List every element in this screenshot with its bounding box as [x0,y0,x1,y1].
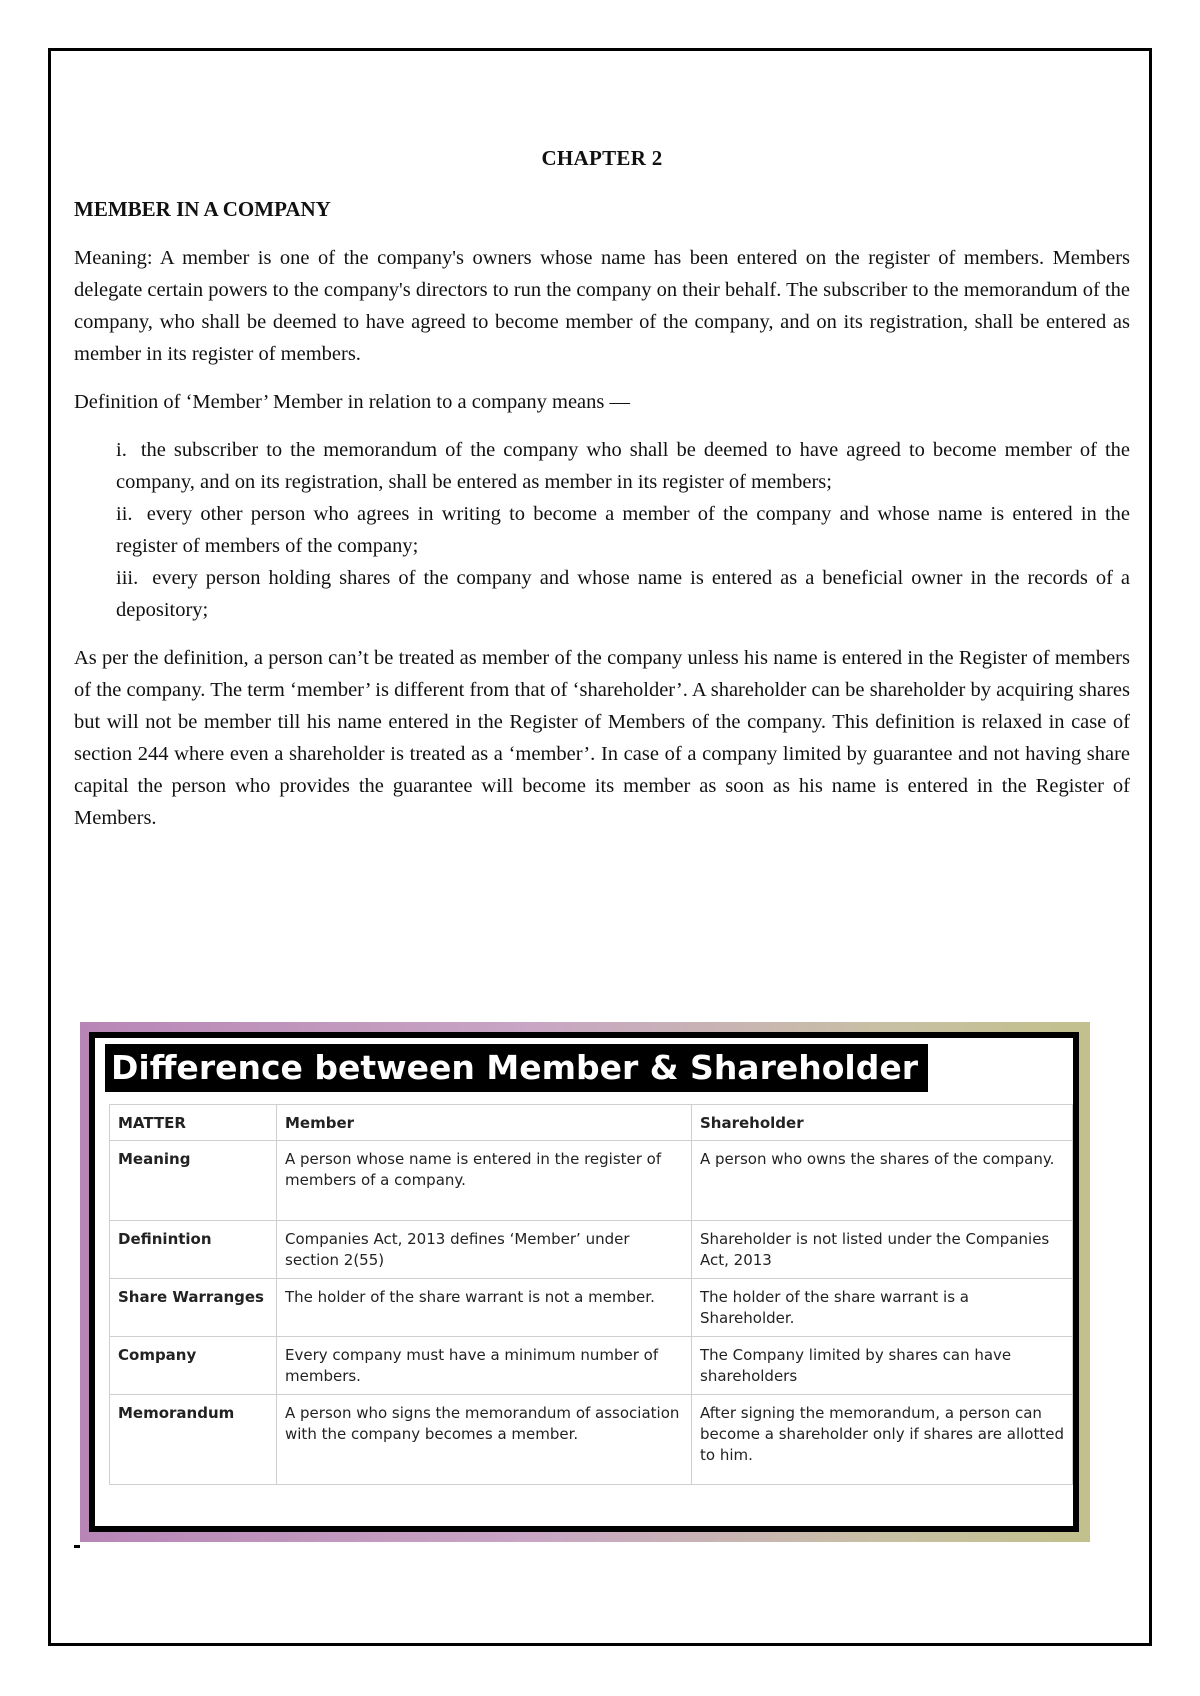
section-title: MEMBER IN A COMPANY [74,197,331,221]
table-header-row [110,1105,1073,1141]
table-row [110,1141,1073,1221]
shareholder-cell: The holder of the share warrant is a Shareholder. [692,1279,1073,1337]
table-row [110,1395,1073,1485]
chapter-heading: CHAPTER 2 [541,146,663,170]
shareholder-cell: Shareholder is not listed under the Companies Act, 2013 [692,1221,1073,1279]
list-marker: ii. [116,503,133,525]
definition-text: the subscriber to the memorandum of the company who shall be deemed to have agreed to become member of the company, and on its registration, shall be entered as member in its register of members; [116,439,1130,493]
explanation-paragraph: As per the definition, a person can’t be treated as member of the company unless his name is entered in the Register of members of the company. The term ‘member’ is different from that of ‘shareholder’. A shareholder can be shareholder by acquiring shares but will not be member till his name entered in the Register of Members of the company. This definition is relaxed in case of section 244 where even a shareholder is treated as a ‘member’. In case of a company limited by guarantee and not having share capital the person who provides the guarantee will become its member as soon as his name is entered in the Register of Members. [74,647,1130,829]
definition-intro: Definition of ‘Member’ Member in relation to a company means — [74,391,630,413]
definition-list [74,434,1130,626]
definition-item [116,562,1130,626]
shareholder-cell: After signing the memorandum, a person can become a shareholder only if shares are allotted to him. [692,1395,1073,1485]
member-cell: A person who signs the memorandum of association with the company becomes a member. [277,1395,692,1485]
list-marker: i. [116,439,127,461]
list-marker: iii. [116,567,139,589]
matter-cell: Share Warranges [110,1279,277,1337]
matter-cell: Definintion [110,1221,277,1279]
shareholder-cell: A person who owns the shares of the company. [692,1141,1073,1221]
member-cell: Companies Act, 2013 defines ‘Member’ under section 2(55) [277,1221,692,1279]
meaning-paragraph: Meaning: A member is one of the company's owners whose name has been entered on the register of members. Members delegate certain powers to the company's directors to run the company on their behalf. The subscriber to the memorandum of the company, who shall be deemed to have agreed to become member of the company, and on its registration, shall be entered as member in its register of members. [74,247,1130,365]
matter-cell: Company [110,1337,277,1395]
matter-cell: Meaning [110,1141,277,1221]
table-row [110,1337,1073,1395]
definition-item [116,498,1130,562]
figure-title: Difference between Member & Shareholder [105,1044,928,1092]
shareholder-cell: The Company limited by shares can have shareholders [692,1337,1073,1395]
figure-frame [89,1032,1079,1532]
member-cell: The holder of the share warrant is not a member. [277,1279,692,1337]
definition-text: every other person who agrees in writing to become a member of the company and whose name is entered in the register of members of the company; [116,503,1130,557]
member-cell: A person whose name is entered in the register of members of a company. [277,1141,692,1221]
stray-mark [74,1545,80,1548]
header-member: Member [277,1105,692,1141]
table-row [110,1279,1073,1337]
document-body [74,146,1130,850]
header-shareholder: Shareholder [692,1105,1073,1141]
header-matter: MATTER [110,1105,277,1141]
matter-cell: Memorandum [110,1395,277,1485]
table-row [110,1221,1073,1279]
member-cell: Every company must have a minimum number of members. [277,1337,692,1395]
definition-item [116,434,1130,498]
comparison-table [109,1104,1073,1485]
definition-text: every person holding shares of the company and whose name is entered as a beneficial owner in the records of a depository; [116,567,1131,621]
comparison-figure [80,1022,1090,1542]
